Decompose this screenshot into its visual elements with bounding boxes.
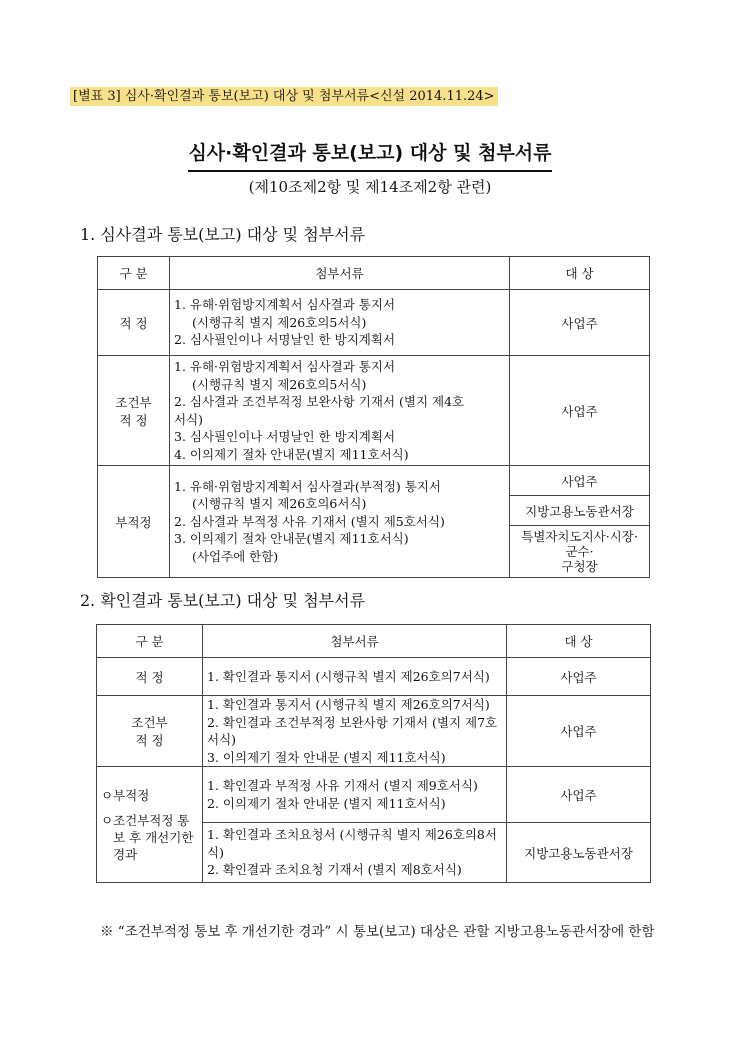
document-line: 2. 심사결과 부적정 사유 기재서 (별지 제5호서식) (174, 513, 445, 529)
table-row (97, 696, 651, 767)
appendix-label: [별표 3] 심사·확인결과 통보(보고) 대상 및 첨부서류<신설 2014.11.24> (70, 87, 498, 106)
document-line: 1. 유해·위험방지계획서 심사결과 통지서 (174, 359, 396, 374)
table-row (98, 466, 650, 496)
document-line: 2. 심사필인이나 서명날인 한 방지계획서 (174, 332, 396, 348)
category-cell (97, 696, 203, 767)
document-title (0, 138, 740, 172)
category-line: ㅇ조건부적정 통 (101, 812, 190, 828)
documents-cell (203, 767, 507, 823)
target-cell: 사업주 (507, 658, 651, 696)
target-cell: 사업주 (507, 767, 651, 823)
document-line: 3. 이의제기 절차 안내문(별지 제11호서식) (174, 531, 409, 547)
target-cell: 사업주 (510, 356, 650, 466)
category-line: 보 후 개선기한 (113, 829, 194, 845)
documents-cell (170, 356, 510, 466)
target-cell: 지방고용노동관서장 (510, 496, 650, 526)
table-row (97, 658, 651, 696)
table-row (98, 290, 650, 356)
category-line: 적 정 (119, 412, 148, 428)
documents-cell (203, 696, 507, 767)
document-line: 1. 유해·위험방지계획서 심사결과(부적정) 통지서 (174, 478, 441, 494)
category-line: 조건부 (115, 394, 152, 410)
target-line: 특별자치도지사·시장· (521, 529, 638, 544)
table-header-row (98, 257, 650, 290)
column-header: 구 분 (98, 257, 170, 290)
column-header: 첨부서류 (170, 257, 510, 290)
document-line: (시행규칙 별지 제26호의5서식) (192, 376, 367, 392)
footnote: ※ “조건부적정 통보 후 개선기한 경과” 시 통보(보고) 대상은 관할 지방고용노동관서장에 한함 (100, 924, 655, 940)
target-line: 구청장 (561, 559, 598, 574)
documents-cell (203, 823, 507, 883)
category-line: 경과 (113, 846, 138, 862)
section1-table (97, 256, 650, 578)
column-header: 구 분 (97, 625, 203, 658)
documents-cell (170, 290, 510, 356)
table-row (98, 356, 650, 466)
document-line: (사업주에 한함) (192, 548, 279, 564)
target-line: 군수· (565, 544, 594, 559)
document-line: (시행규칙 별지 제26호의5서식) (192, 314, 367, 330)
category-line: 적 정 (135, 733, 164, 748)
table-header-row (97, 625, 651, 658)
section2-table (96, 624, 651, 883)
documents-cell (170, 466, 510, 578)
document-line: 1. 확인결과 통지서 (시행규칙 별지 제26호의7서식) (207, 668, 490, 684)
column-header: 첨부서류 (203, 625, 507, 658)
section1-heading: 1. 심사결과 통보(보고) 대상 및 첨부서류 (80, 225, 366, 244)
document-line: 2. 확인결과 조치요청 기재서 (별지 제8호서식) (207, 862, 462, 878)
document-line: 3. 심사필인이나 서명날인 한 방지계획서 (174, 429, 396, 444)
documents-cell (203, 658, 507, 696)
document-line: 2. 심사결과 조건부적정 보완사항 기재서 (별지 제4호 (174, 394, 465, 409)
target-cell: 사업주 (507, 696, 651, 767)
target-cell (510, 526, 650, 578)
document-line: 2. 확인결과 조건부적정 보완사항 기재서 (별지 제7호서식) (207, 714, 498, 747)
category-cell (97, 767, 203, 883)
section2-heading: 2. 확인결과 통보(보고) 대상 및 첨부서류 (80, 591, 366, 610)
table-row (97, 767, 651, 823)
target-cell: 지방고용노동관서장 (507, 823, 651, 883)
document-line: (시행규칙 별지 제26호의6서식) (192, 496, 367, 512)
document-line: 4. 이의제기 절차 안내문(별지 제11호서식) (174, 446, 409, 462)
document-line: 1. 확인결과 통지서 (시행규칙 별지 제26호의7서식) (207, 697, 490, 712)
category-cell (98, 356, 170, 466)
document-title-text: 심사·확인결과 통보(보고) 대상 및 첨부서류 (188, 138, 551, 172)
target-cell: 사업주 (510, 290, 650, 356)
document-line: 서식) (174, 411, 204, 427)
document-line: 1. 확인결과 조치요청서 (시행규칙 별지 제26호의8서식) (207, 827, 497, 860)
category-cell: 적 정 (98, 290, 170, 356)
column-header: 대 상 (507, 625, 651, 658)
target-cell: 사업주 (510, 466, 650, 496)
category-cell: 부적정 (98, 466, 170, 578)
category-line: 조건부 (131, 715, 168, 730)
column-header: 대 상 (510, 257, 650, 290)
document-line: 2. 이의제기 절차 안내문 (별지 제11호서식) (207, 795, 446, 811)
document-line: 3. 이의제기 절차 안내문 (별지 제11호서식) (207, 749, 446, 765)
category-line: ㅇ부적정 (101, 787, 150, 803)
document-subtitle: (제10조제2항 및 제14조제2항 관련) (248, 178, 492, 196)
document-line: 1. 유해·위험방지계획서 심사결과 통지서 (174, 297, 396, 313)
category-cell: 적 정 (97, 658, 203, 696)
document-line: 1. 확인결과 부적정 사유 기재서 (별지 제9호서식) (207, 778, 478, 793)
